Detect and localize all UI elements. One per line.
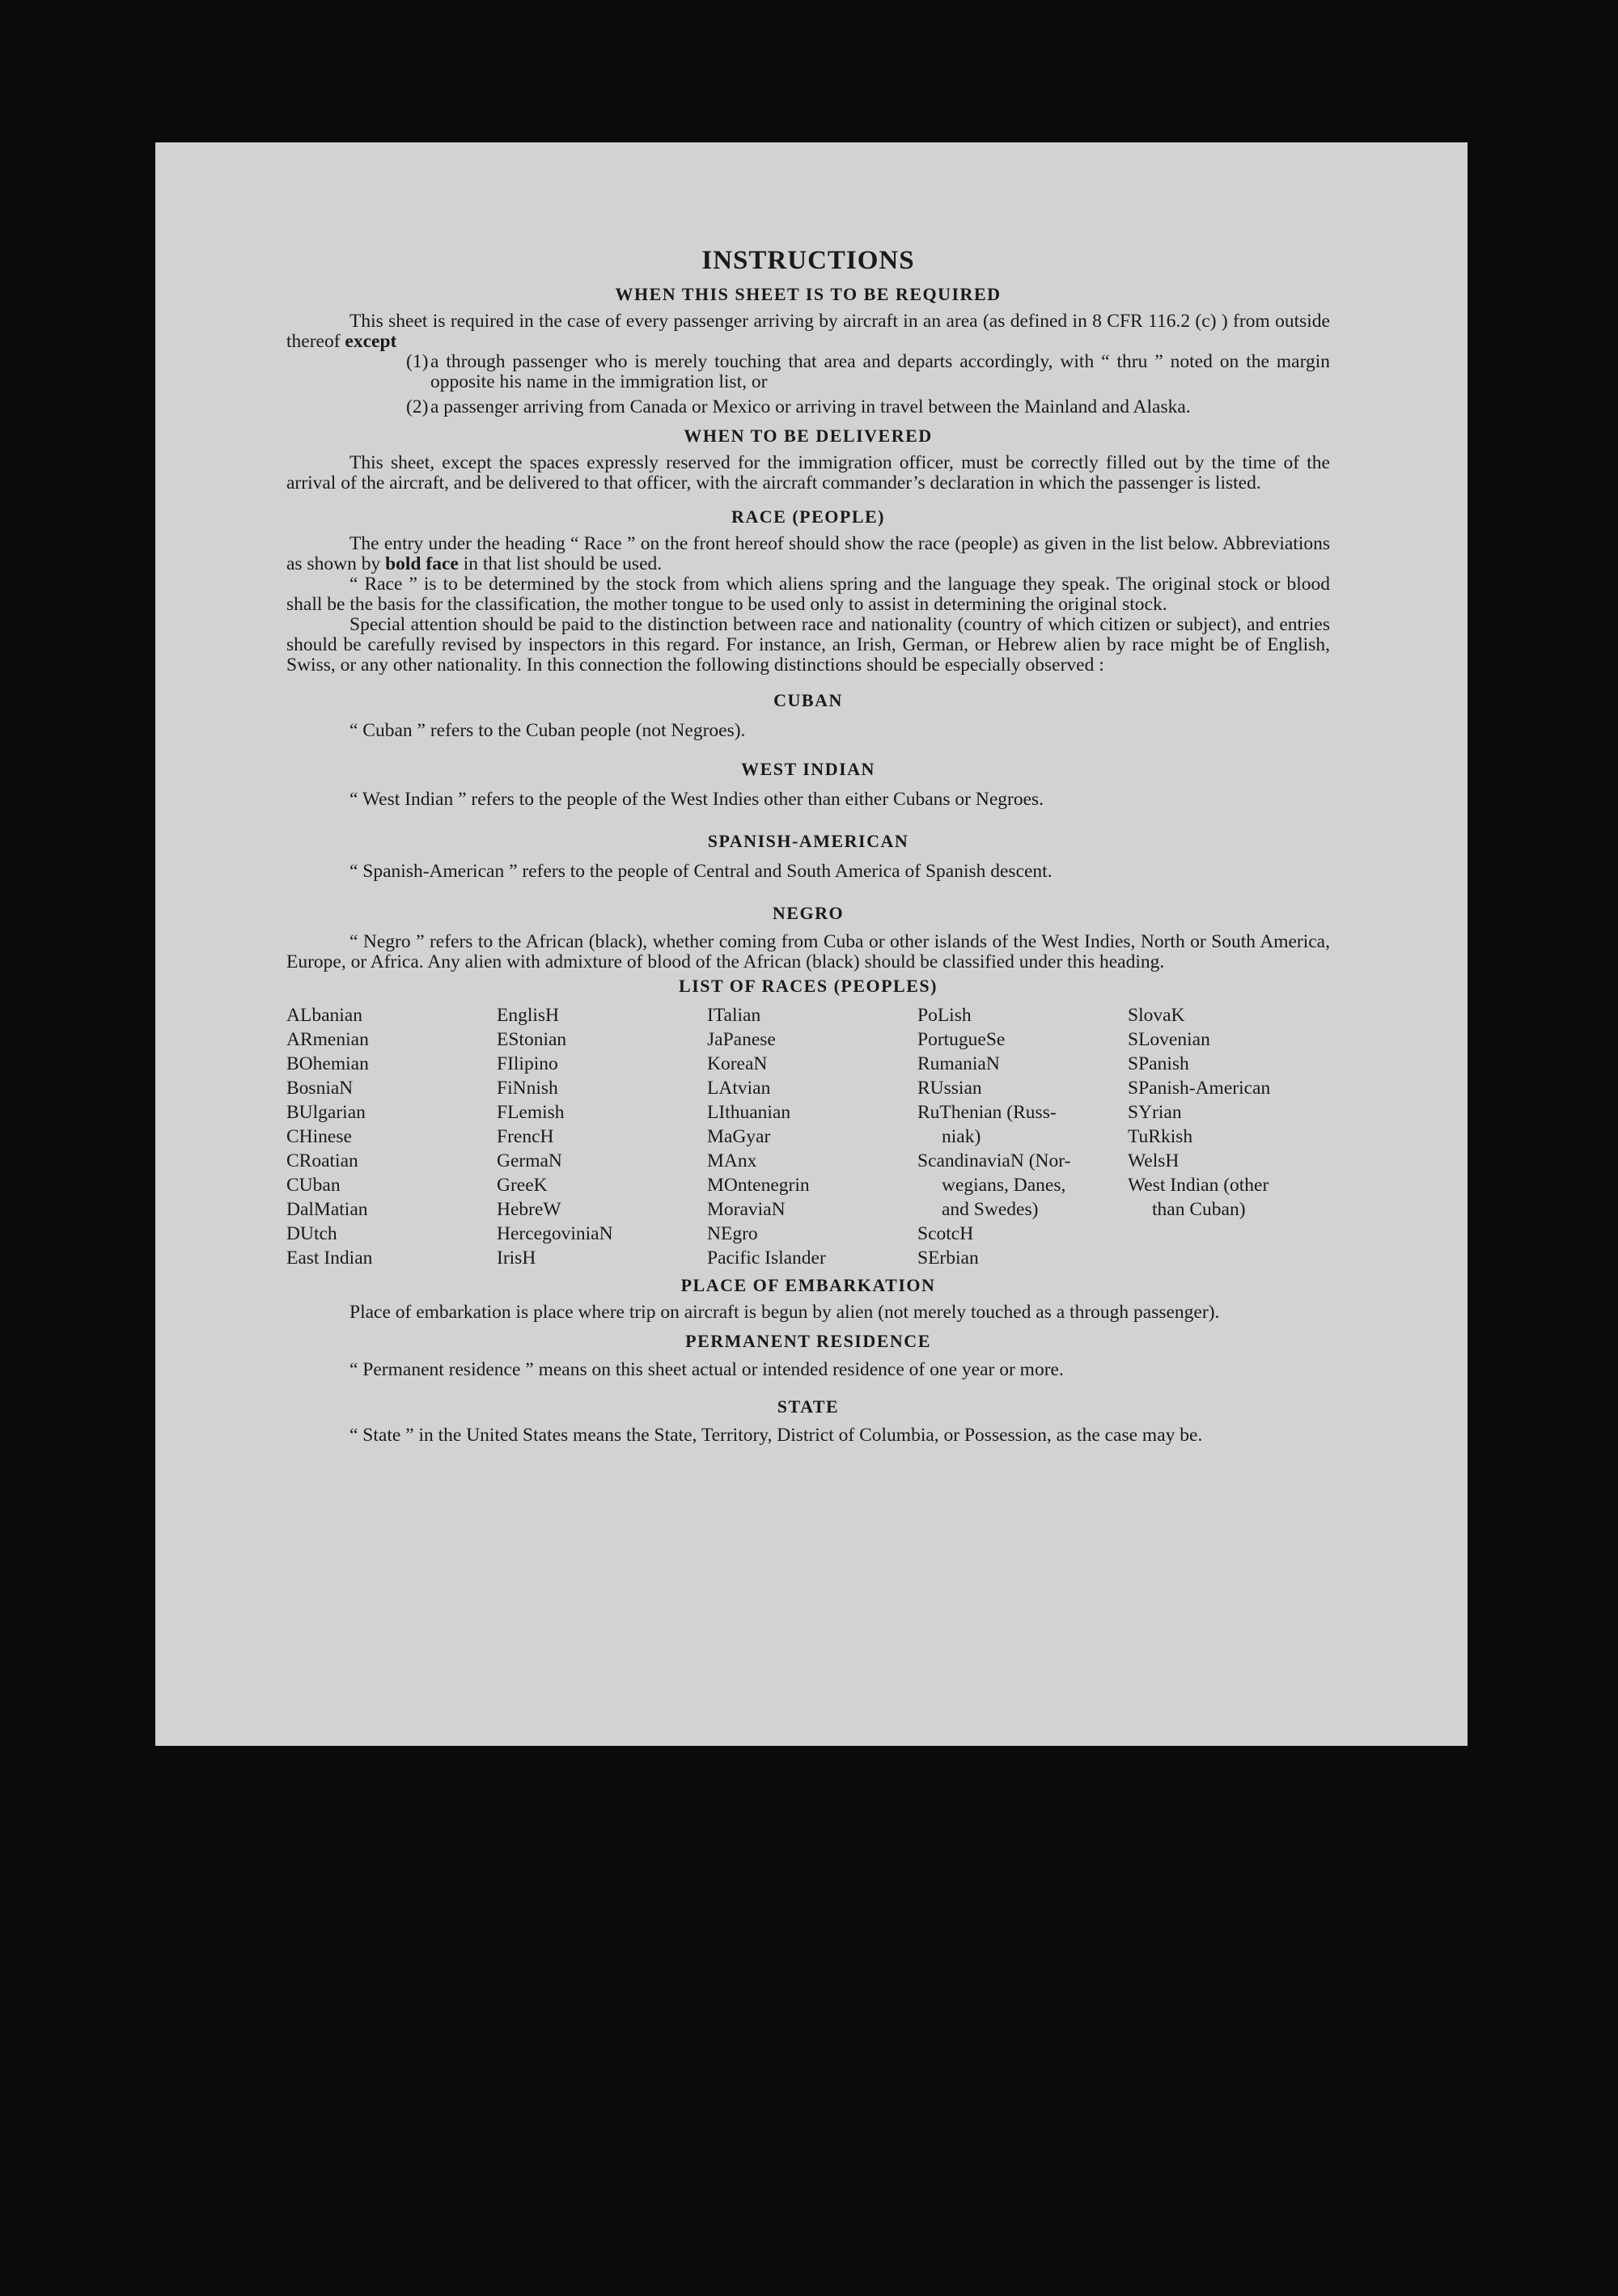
races-column-5 [1128, 1003, 1330, 1270]
race-item: ScandinaviaN (Nor- [917, 1150, 1071, 1171]
heading-when-required: WHEN THIS SHEET IS TO BE REQUIRED [615, 284, 1002, 304]
race-item: GermaN [497, 1150, 562, 1171]
heading-permanent-residence: PERMANENT RESIDENCE [685, 1331, 931, 1351]
race-item: JaPanese [707, 1029, 776, 1050]
race-item: RumaniaN [917, 1053, 1000, 1074]
race-item: MaGyar [707, 1126, 771, 1147]
race-item: wegians, Danes, [942, 1175, 1066, 1196]
race-item: DUtch [286, 1223, 337, 1244]
race-item: SlovaK [1128, 1005, 1185, 1026]
race-item: SPanish-American [1128, 1078, 1271, 1099]
race-item: ITalian [707, 1005, 761, 1026]
heading-negro: NEGRO [772, 903, 845, 923]
required-item-2: (2) a passenger arriving from Canada or Mexico or arriving in travel between the Mainland and Alaska. [406, 396, 1191, 417]
heading-cuban: CUBAN [773, 690, 843, 710]
race-item: Pacific Islander [707, 1248, 826, 1269]
spanish-american-text: “ Spanish-American ” refers to the people of Central and South America of Spanish descent. [349, 861, 1053, 882]
required-item-1: (1) a through passenger who is merely touching that area and departs accordingly, with “ thru ” noted on the margin opposite his name in the immigration list, or [406, 351, 1330, 392]
race-item: BUlgarian [286, 1102, 366, 1123]
race-item: SErbian [917, 1248, 979, 1269]
race-item: BOhemian [286, 1053, 369, 1074]
heading-list-of-races: LIST OF RACES (PEOPLES) [679, 976, 938, 996]
race-item: MOntenegrin [707, 1175, 810, 1196]
state-text: “ State ” in the United States means the State, Territory, District of Columbia, or Possession, as the case may be. [349, 1425, 1203, 1446]
race-item: LIthuanian [707, 1102, 791, 1123]
race-item: East Indian [286, 1248, 373, 1269]
races-column-1 [286, 1003, 489, 1270]
heading-race: RACE (PEOPLE) [731, 506, 885, 527]
cuban-text: “ Cuban ” refers to the Cuban people (not Negroes). [349, 720, 746, 741]
delivered-text: This sheet, except the spaces expressly reserved for the immigration officer, must be correctly filled out by the time of the arrival of the aircraft, and be delivered to that officer, with the aircraft commander’s declaration in which the passenger is listed. [286, 452, 1330, 494]
race-item: SLovenian [1128, 1029, 1210, 1050]
race-item: IrisH [497, 1248, 536, 1269]
races-list [286, 1003, 1330, 1270]
race-item: ALbanian [286, 1005, 362, 1026]
heading-spanish-american: SPANISH-AMERICAN [707, 831, 909, 851]
race-item: FrencH [497, 1126, 554, 1147]
race-paragraph-2: “ Race ” is to be determined by the stock from which aliens spring and the language they speak. The original stock or blood shall be the basis for the classification, the mother tongue to be used only to assist in determining the original stock. [286, 574, 1330, 615]
heading-when-delivered: WHEN TO BE DELIVERED [684, 426, 933, 446]
race-item: PortugueSe [917, 1029, 1006, 1050]
race-item: than Cuban) [1152, 1199, 1246, 1220]
race-item: CUban [286, 1175, 341, 1196]
instruction-sheet [155, 142, 1468, 1746]
race-item: BosniaN [286, 1078, 354, 1099]
heading-state: STATE [777, 1396, 840, 1417]
page-title: INSTRUCTIONS [701, 246, 915, 275]
race-item: and Swedes) [942, 1199, 1039, 1220]
heading-west-indian: WEST INDIAN [741, 759, 875, 779]
race-item: MAnx [707, 1150, 757, 1171]
embarkation-text: Place of embarkation is place where trip on aircraft is begun by alien (not merely touched as a through passenger). [349, 1302, 1220, 1323]
race-item: EnglisH [497, 1005, 560, 1026]
race-item: NEgro [707, 1223, 758, 1244]
race-item: SPanish [1128, 1053, 1189, 1074]
race-item: niak) [942, 1126, 981, 1147]
race-item: HebreW [497, 1199, 561, 1220]
residence-text: “ Permanent residence ” means on this sheet actual or intended residence of one year or more. [349, 1359, 1064, 1380]
races-column-3 [707, 1003, 909, 1270]
race-item: FIlipino [497, 1053, 558, 1074]
race-item: RUssian [917, 1078, 982, 1099]
race-item: HercegoviniaN [497, 1223, 613, 1244]
race-paragraph-1: The entry under the heading “ Race ” on the front hereof should show the race (people) as given in the list below. Abbreviations as shown by bold face in that list should be used. [286, 533, 1330, 574]
races-column-4 [917, 1003, 1120, 1270]
race-item: ScotcH [917, 1223, 974, 1244]
race-paragraph-3: Special attention should be paid to the distinction between race and nationality (country of which citizen or subject), and entries should be carefully revised by inspectors in this regard. For instance, an Irish, German, or Hebrew alien by race might be of English, Swiss, or any other nationality. In this connection the following distinctions should be especially observed : [286, 614, 1330, 676]
west-indian-text: “ West Indian ” refers to the people of the West Indies other than either Cubans or Negroes. [349, 789, 1044, 810]
race-item: TuRkish [1128, 1126, 1193, 1147]
race-item: CHinese [286, 1126, 352, 1147]
race-item: LAtvian [707, 1078, 771, 1099]
race-item: MoraviaN [707, 1199, 786, 1220]
race-item: KoreaN [707, 1053, 768, 1074]
race-item: DalMatian [286, 1199, 368, 1220]
races-column-2 [497, 1003, 699, 1270]
heading-place-of-embarkation: PLACE OF EMBARKATION [680, 1275, 936, 1295]
race-item: GreeK [497, 1175, 548, 1196]
race-item: EStonian [497, 1029, 567, 1050]
race-item: WelsH [1128, 1150, 1180, 1171]
negro-text: “ Negro ” refers to the African (black), whether coming from Cuba or other islands of the West Indies, North or South America, Europe, or Africa. Any alien with admixture of blood of the African (black) should be classified under this heading. [286, 931, 1330, 972]
race-item: West Indian (other [1128, 1175, 1269, 1196]
race-item: FiNnish [497, 1078, 558, 1099]
race-item: ARmenian [286, 1029, 369, 1050]
race-item: RuThenian (Russ- [917, 1102, 1057, 1123]
race-item: CRoatian [286, 1150, 358, 1171]
race-item: PoLish [917, 1005, 972, 1026]
race-item: SYrian [1128, 1102, 1182, 1123]
race-item: FLemish [497, 1102, 565, 1123]
required-intro: This sheet is required in the case of every passenger arriving by aircraft in an area (as defined in 8 CFR 116.2 (c) ) from outside thereof except [286, 311, 1330, 352]
